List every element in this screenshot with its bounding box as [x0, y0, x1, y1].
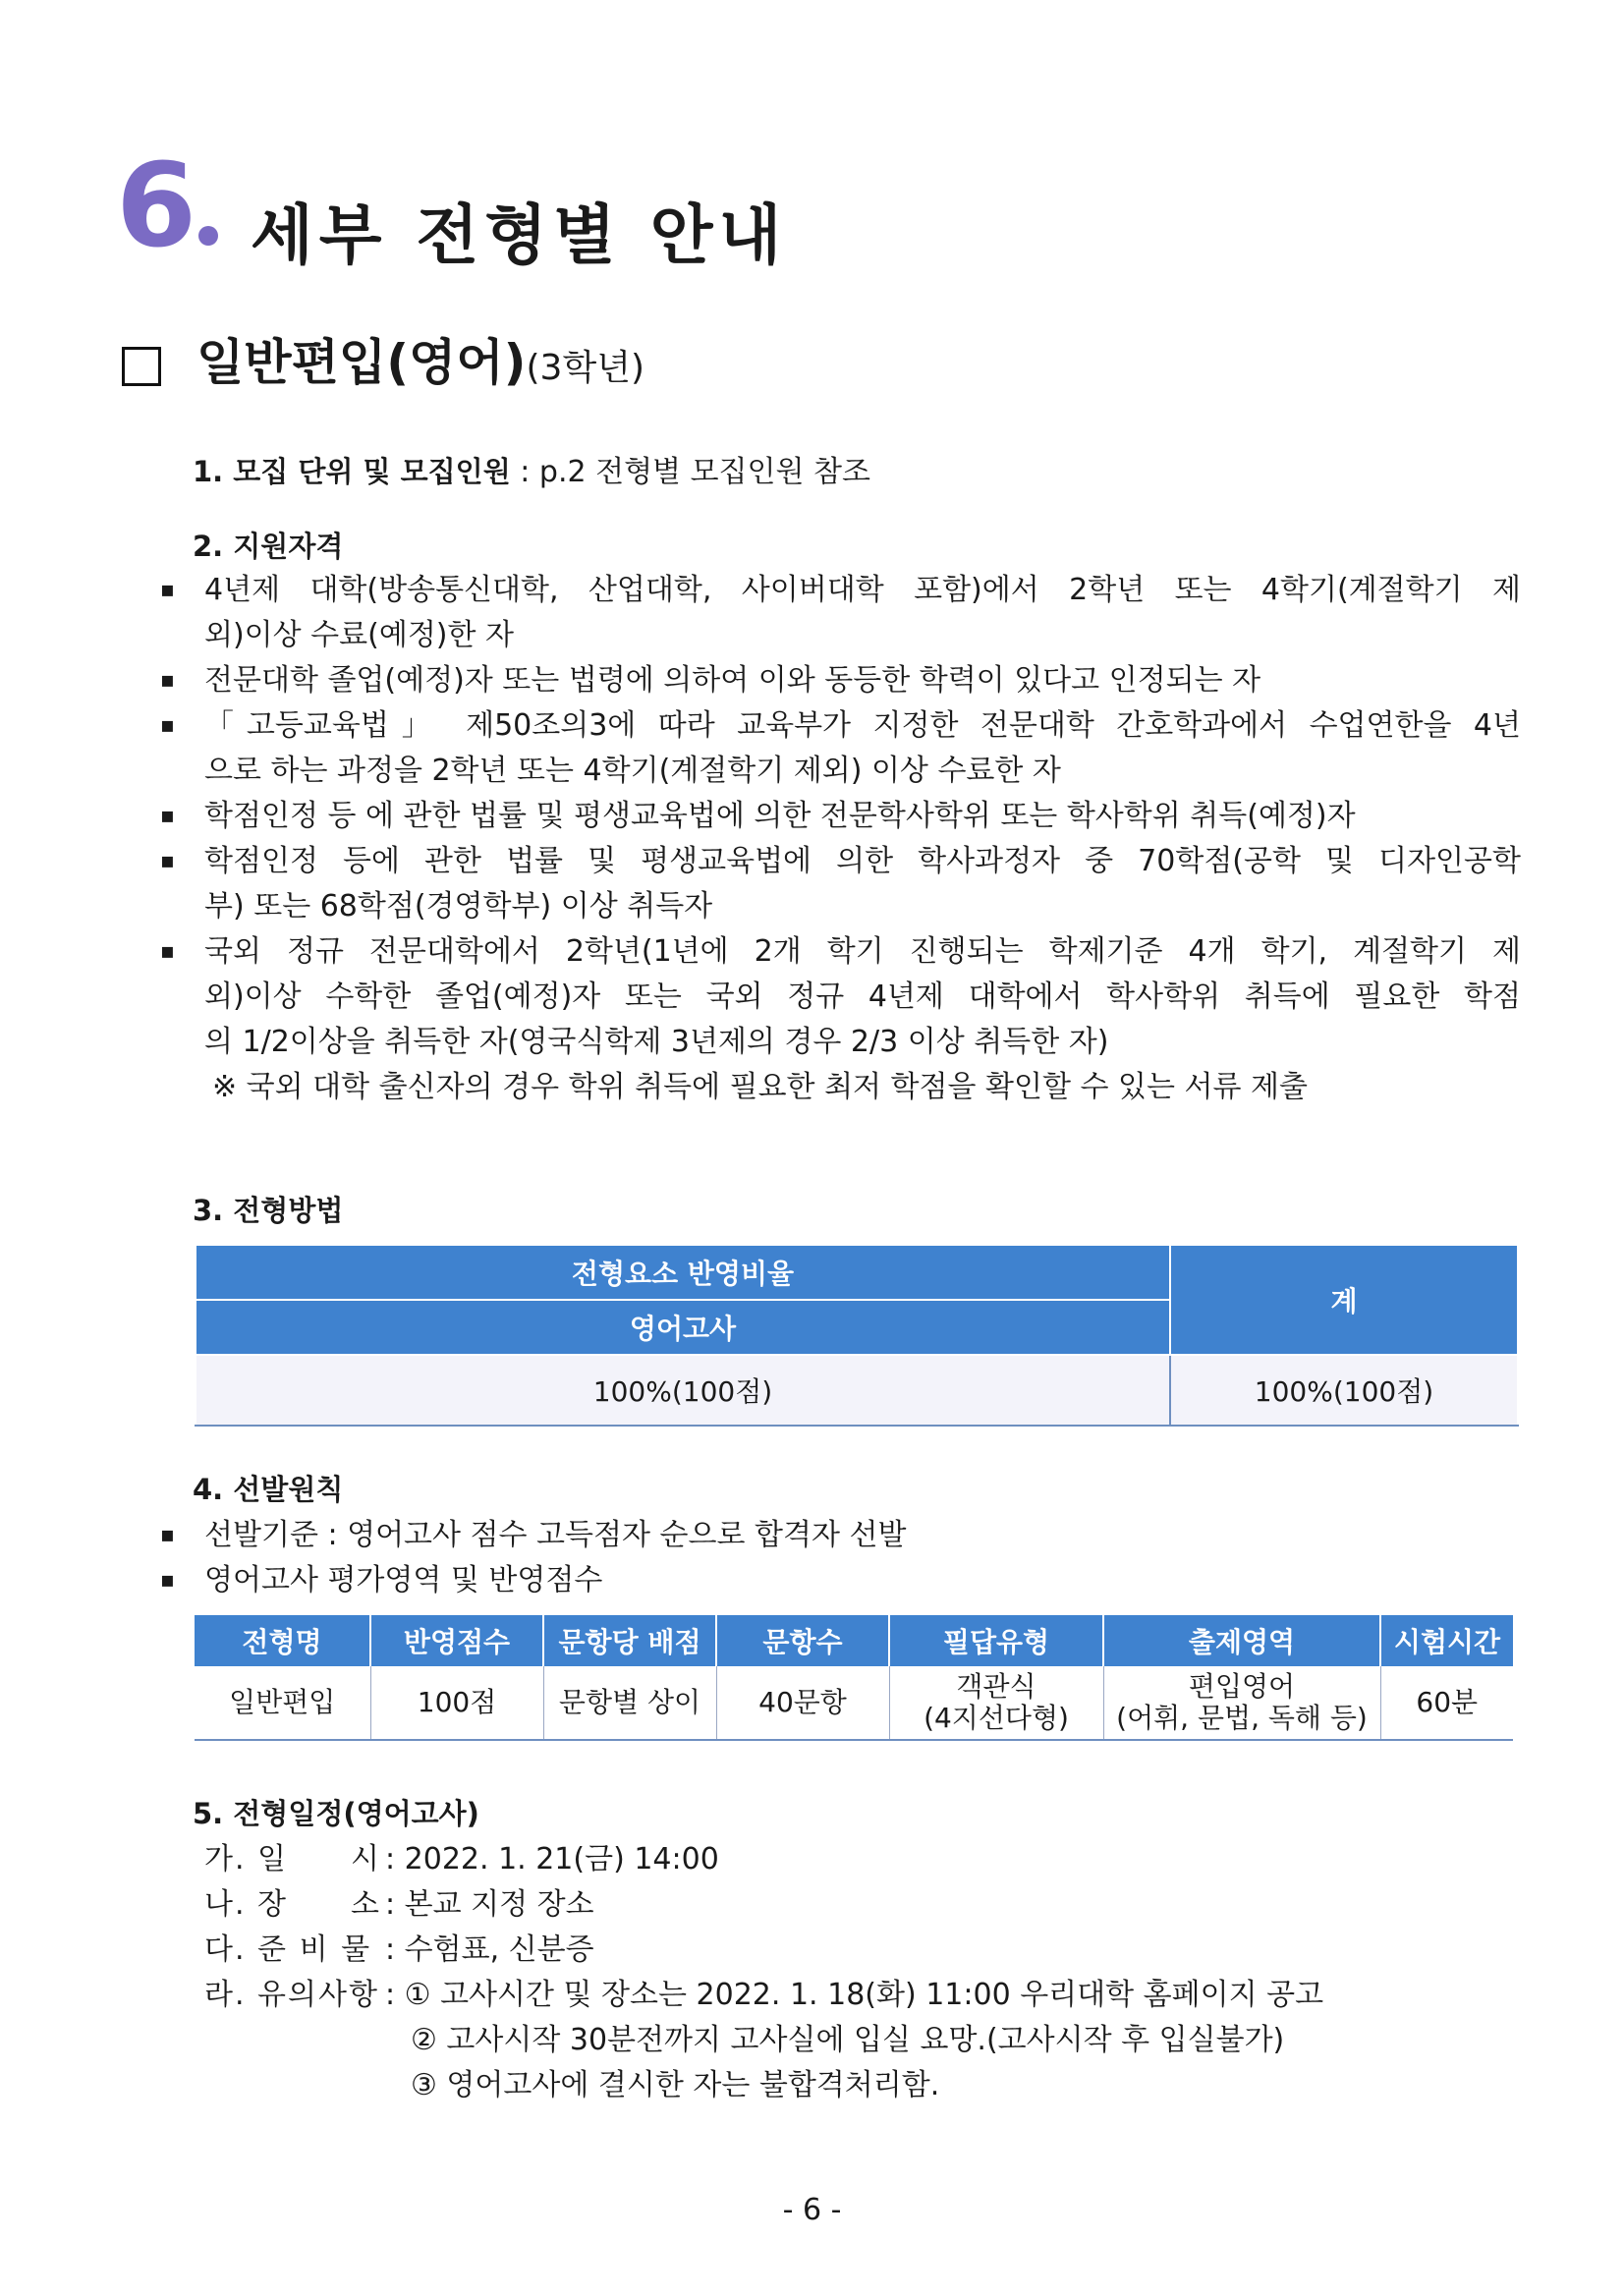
selection-line: 영어고사 평가영역 및 반영점수: [204, 1563, 603, 1597]
eligibility-line: 4년제 대학(방송통신대학, 산업대학, 사이버대학 포함)에서 2학년 또는 4학기(계절학기 제: [204, 573, 1521, 607]
table-cell-value: 100%(100점): [196, 1355, 1170, 1426]
schedule-label: 다. 준 비 물: [204, 1932, 372, 1967]
section-title: 일반편입(영어)(3학년): [196, 334, 645, 391]
s4-heading: 4. 선발원칙: [193, 1473, 344, 1506]
eligibility-line: 으로 하는 과정을 2학년 또는 4학기(계절학기 제외) 이상 수료한 자: [204, 754, 1061, 788]
table-header: 반영점수: [370, 1615, 543, 1666]
table-header: 문항수: [716, 1615, 889, 1666]
cell-line: 객관식: [956, 1670, 1036, 1703]
s5-heading: 5. 전형일정(영어고사): [193, 1797, 479, 1830]
s1-heading: 1. 모집 단위 및 모집인원: [193, 455, 511, 488]
table-header: 출제영역: [1103, 1615, 1380, 1666]
table-header-english-exam: 영어고사: [196, 1300, 1170, 1355]
eligibility-line: 국외 정규 전문대학에서 2학년(1년에 2개 학기 진행되는 학제기준 4개 학기, 계절학기 제: [204, 934, 1521, 969]
schedule-value: : ① 고사시간 및 장소는 2022. 1. 18(화) 11:00 우리대학 홈페이지 공고: [385, 1978, 1324, 2012]
schedule-note: ② 고사시작 30분전까지 고사실에 입실 요망.(고사시작 후 입실불가): [411, 2023, 1285, 2057]
eligibility-line: 의 1/2이상을 취득한 자(영국식학제 3년제의 경우 2/3 이상 취득한 자): [204, 1025, 1109, 1059]
eligibility-line: 학점인정 등 에 관한 법률 및 평생교육법에 의한 전문학사학위 또는 학사학위 취득(예정)자: [204, 799, 1356, 833]
english-exam-table: [195, 1615, 1513, 1741]
eligibility-item: [160, 703, 1521, 794]
table-cell: 60분: [1380, 1666, 1513, 1740]
eligibility-item: [160, 929, 1521, 1065]
schedule-row: [204, 1928, 594, 1973]
cell-line: (어휘, 문법, 독해 등): [1116, 1702, 1368, 1734]
schedule-label: 라. 유의사항: [204, 1978, 379, 2012]
schedule-row: [204, 1837, 719, 1882]
schedule-label: 나. 장 소: [204, 1887, 382, 1922]
cell-line: 편입영어: [1188, 1670, 1296, 1703]
s1-text: : p.2 전형별 모집인원 참조: [510, 455, 870, 489]
table-cell: 100점: [370, 1666, 543, 1740]
selection-item: [160, 1558, 1521, 1603]
chapter-title: 세부 전형별 안내: [251, 197, 788, 273]
table-cell-total: 100%(100점): [1170, 1355, 1518, 1426]
bullet-icon: ▪: [160, 713, 175, 738]
table-header: 문항당 배점: [543, 1615, 716, 1666]
table-header: 필답유형: [889, 1615, 1103, 1666]
schedule-value: : 2022. 1. 21(금) 14:00: [385, 1842, 719, 1876]
schedule-row: [204, 1882, 594, 1928]
selection-line: 선발기준 : 영어고사 점수 고득점자 순으로 합격자 선발: [204, 1518, 907, 1552]
table-header-row: [195, 1615, 1513, 1666]
eligibility-item: [160, 839, 1521, 929]
chapter-dot: [198, 226, 218, 246]
table-cell: [1103, 1666, 1380, 1740]
table-header-total: 계: [1170, 1245, 1518, 1355]
schedule-value: : 본교 지정 장소: [385, 1887, 594, 1922]
eligibility-item: [160, 568, 1521, 658]
schedule-label: 가. 일 시: [204, 1842, 382, 1876]
bullet-icon: ▪: [160, 668, 175, 693]
page-number: - 6 -: [782, 2193, 842, 2227]
section-subtitle: (3학년): [526, 348, 645, 388]
eligibility-line: 학점인정 등에 관한 법률 및 평생교육법에 의한 학사과정자 중 70학점(공학 및 디자인공학: [204, 844, 1521, 878]
recruit-unit-line: [193, 450, 870, 495]
table-header: 시험시간: [1380, 1615, 1513, 1666]
eligibility-line: 외)이상 수학한 졸업(예정)자 또는 국외 정규 4년제 대학에서 학사학위 취득에 필요한 학점: [204, 980, 1521, 1014]
schedule-value: : 수험표, 신분증: [385, 1932, 594, 1967]
eligibility-line: 전문대학 졸업(예정)자 또는 법령에 의하여 이와 동등한 학력이 있다고 인정되는 자: [204, 663, 1261, 698]
bullet-icon: ▪: [160, 939, 175, 964]
table-row: [195, 1666, 1513, 1740]
cell-line: (4지선다형): [924, 1702, 1069, 1734]
chapter-number: 6: [116, 147, 218, 263]
bullet-icon: ▪: [160, 804, 175, 828]
bullet-icon: ▪: [160, 1523, 175, 1547]
table-cell: 일반편입: [195, 1666, 370, 1740]
table-cell: [889, 1666, 1103, 1740]
checkbox-square-icon: [122, 347, 161, 386]
table-header-group: 전형요소 반영비율: [196, 1245, 1170, 1300]
table-header: 전형명: [195, 1615, 370, 1666]
bullet-icon: ▪: [160, 578, 175, 602]
eligibility-note: ※ 국외 대학 출신자의 경우 학위 취득에 필요한 최저 학점을 확인할 수 있는 서류 제출: [212, 1070, 1308, 1104]
eligibility-item: [160, 794, 1521, 839]
table-cell: 문항별 상이: [543, 1666, 716, 1740]
selection-item: [160, 1513, 1521, 1558]
eligibility-line: 부) 또는 68학점(경영학부) 이상 취득자: [204, 889, 713, 924]
bullet-icon: ▪: [160, 849, 175, 873]
schedule-row: [204, 1973, 1323, 2018]
bullet-icon: ▪: [160, 1568, 175, 1593]
selection-method-table: [195, 1244, 1519, 1427]
eligibility-line: 외)이상 수료(예정)한 자: [204, 618, 515, 652]
eligibility-line: 「고등교육법」 제50조의3에 따라 교육부가 지정한 전문대학 간호학과에서 수업연한을 4년: [204, 708, 1521, 743]
s3-heading: 3. 전형방법: [193, 1194, 344, 1227]
table-cell: 40문항: [716, 1666, 889, 1740]
s2-heading: 2. 지원자격: [193, 530, 344, 563]
schedule-note: ③ 영어고사에 결시한 자는 불합격처리함.: [411, 2068, 940, 2102]
eligibility-item: [160, 658, 1521, 703]
